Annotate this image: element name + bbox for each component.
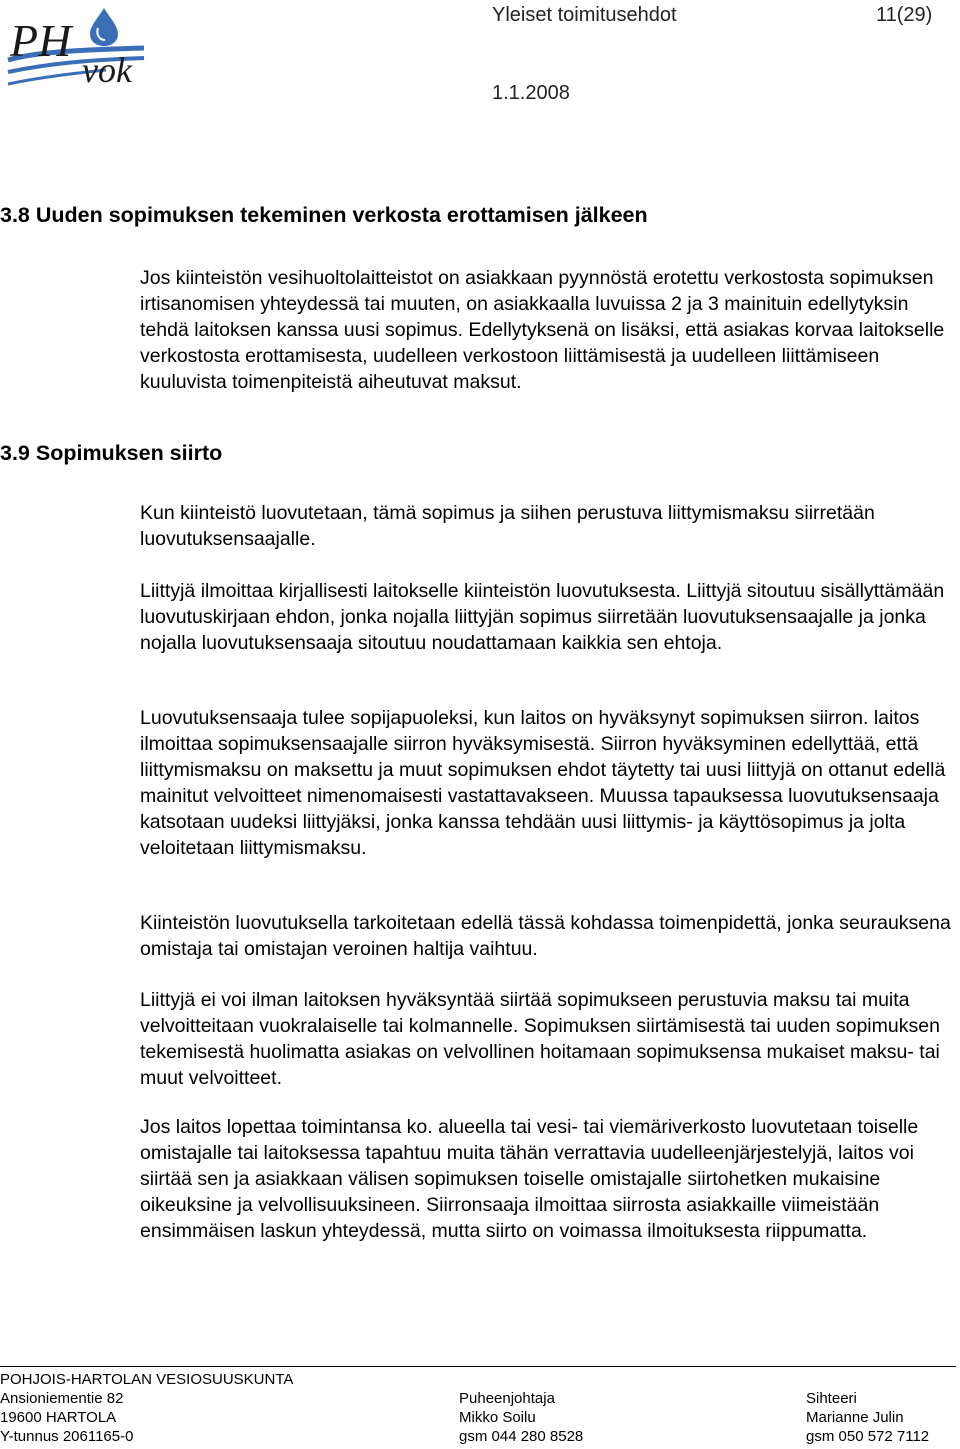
section-3-9-paragraph-6: Jos laitos lopettaa toimintansa ko. alueella tai vesi- tai viemäriverkosto luovutetaan toiselle omistajalle tai laitoksessa tapahtuu muita tähän verrattavia uudelleenjärjestelyjä, laitos voi siirtää sen ja asiakkaan välisen sopimuksen toiselle omistajalle siirtohetken mukaisine oikeuksine ja velvollisuuksineen. Siirronsaaja ilmoittaa siirrosta asiakkaille viimeistään ensimmäisen laskun yhteydessä, mutta siirto on voimassa ilmoituksesta riippumatta. [140, 1116, 919, 1242]
section-3-8-paragraph: Jos kiinteistön vesihuoltolaitteistot on asiakkaan pyynnöstä erotettu verkostosta sopimuksen irtisanomisen yhteydessä tai muuten, on asiakkaalla luvuissa 2 ja 3 mainituin edellytyksin tehdä laitoksen kanssa uusi sopimus. Edellytyksenä on lisäksi, että asiakas korvaa laitokselle verkostosta erottamisesta, uudelleen verkostoon liittämisestä ja uudelleen liittämiseen kuuluvista toimenpiteistä aiheutuvat maksut. [140, 267, 945, 393]
footer-secretary-phone: gsm 050 572 7112 [806, 1428, 930, 1445]
section-3-9-paragraph-1: Kun kiinteistö luovutetaan, tämä sopimus ja siihen perustuva liittymismaksu siirretään luovutuksensaajalle. [140, 502, 875, 550]
footer-chair-role: Puheenjohtaja [459, 1390, 555, 1407]
footer-secretary-role: Sihteeri [806, 1390, 857, 1407]
footer-address: Ansioniementie 82 [0, 1390, 124, 1407]
footer-company-column [0, 1370, 293, 1446]
footer-chair-column [459, 1389, 583, 1446]
footer-secretary-name: Marianne Julin [806, 1409, 904, 1426]
section-3-9-paragraph-4: Kiinteistön luovutuksella tarkoitetaan edellä tässä kohdassa toimenpidettä, jonka seurauksena omistaja tai omistajan veroinen haltija vaihtuu. [140, 912, 951, 960]
svg-text:PH: PH [10, 15, 72, 66]
footer-chair-phone: gsm 044 280 8528 [459, 1428, 584, 1445]
document-title: Yleiset toimitusehdot [492, 4, 677, 26]
company-logo [6, 2, 146, 98]
section-3-8-heading: 3.8 Uuden sopimuksen tekeminen verkosta erottamisen jälkeen [0, 203, 648, 227]
page-number: 11(29) [876, 4, 933, 26]
footer-org-name: POHJOIS-HARTOLAN VESIOSUUSKUNTA [0, 1371, 294, 1388]
footer-business-id: Y-tunnus 2061165-0 [0, 1428, 134, 1445]
footer-secretary-column [806, 1389, 929, 1446]
svg-text:vok: vok [82, 50, 132, 90]
document-date: 1.1.2008 [492, 82, 570, 104]
section-3-9-paragraph-3: Luovutuksensaaja tulee sopijapuoleksi, kun laitos on hyväksynyt sopimuksen siirron. laitos ilmoittaa sopimuksensaajalle siirron hyväksymisestä. Siirron hyväksyminen edellyttää, että liittymismaksu on maksettu ja muut sopimuksen ehdot täytetty tai uusi liittyjä on ottanut edellä mainitut velvoitteet nimenomaisesti vastattavakseen. Muussa tapauksessa luovutuksensaaja katsotaan uudeksi liittyjäksi, jonka kanssa tehdään uusi liittymis- ja käyttösopimus ja jolta veloitetaan liittymismaksu. [140, 707, 946, 859]
section-3-9-paragraph-2: Liittyjä ilmoittaa kirjallisesti laitokselle kiinteistön luovutuksesta. Liittyjä sitoutuu sisällyttämään luovutuskirjaan ehdon, jonka nojalla liittyjän sopimus siirretään luovutuksensaajalle ja jonka nojalla luovutuksensaaja sitoutuu noudattamaan kaikkia sen ehtoja. [140, 580, 945, 654]
section-3-9-heading: 3.9 Sopimuksen siirto [0, 441, 223, 465]
footer-chair-name: Mikko Soilu [459, 1409, 536, 1426]
section-3-9-paragraph-5: Liittyjä ei voi ilman laitoksen hyväksyntää siirtää sopimukseen perustuvia maksu tai muita velvoitteitaan vuokralaiselle tai kolmannelle. Sopimuksen siirtämisestä tai uuden sopimuksen tekemisestä huolimatta asiakas on velvollinen hoitamaan sopimuksensa mukaiset maksu- tai muut velvoitteet. [140, 989, 940, 1089]
phvok-logo-graphic [6, 2, 146, 98]
footer-postal: 19600 HARTOLA [0, 1409, 117, 1426]
footer-divider [0, 1366, 956, 1367]
